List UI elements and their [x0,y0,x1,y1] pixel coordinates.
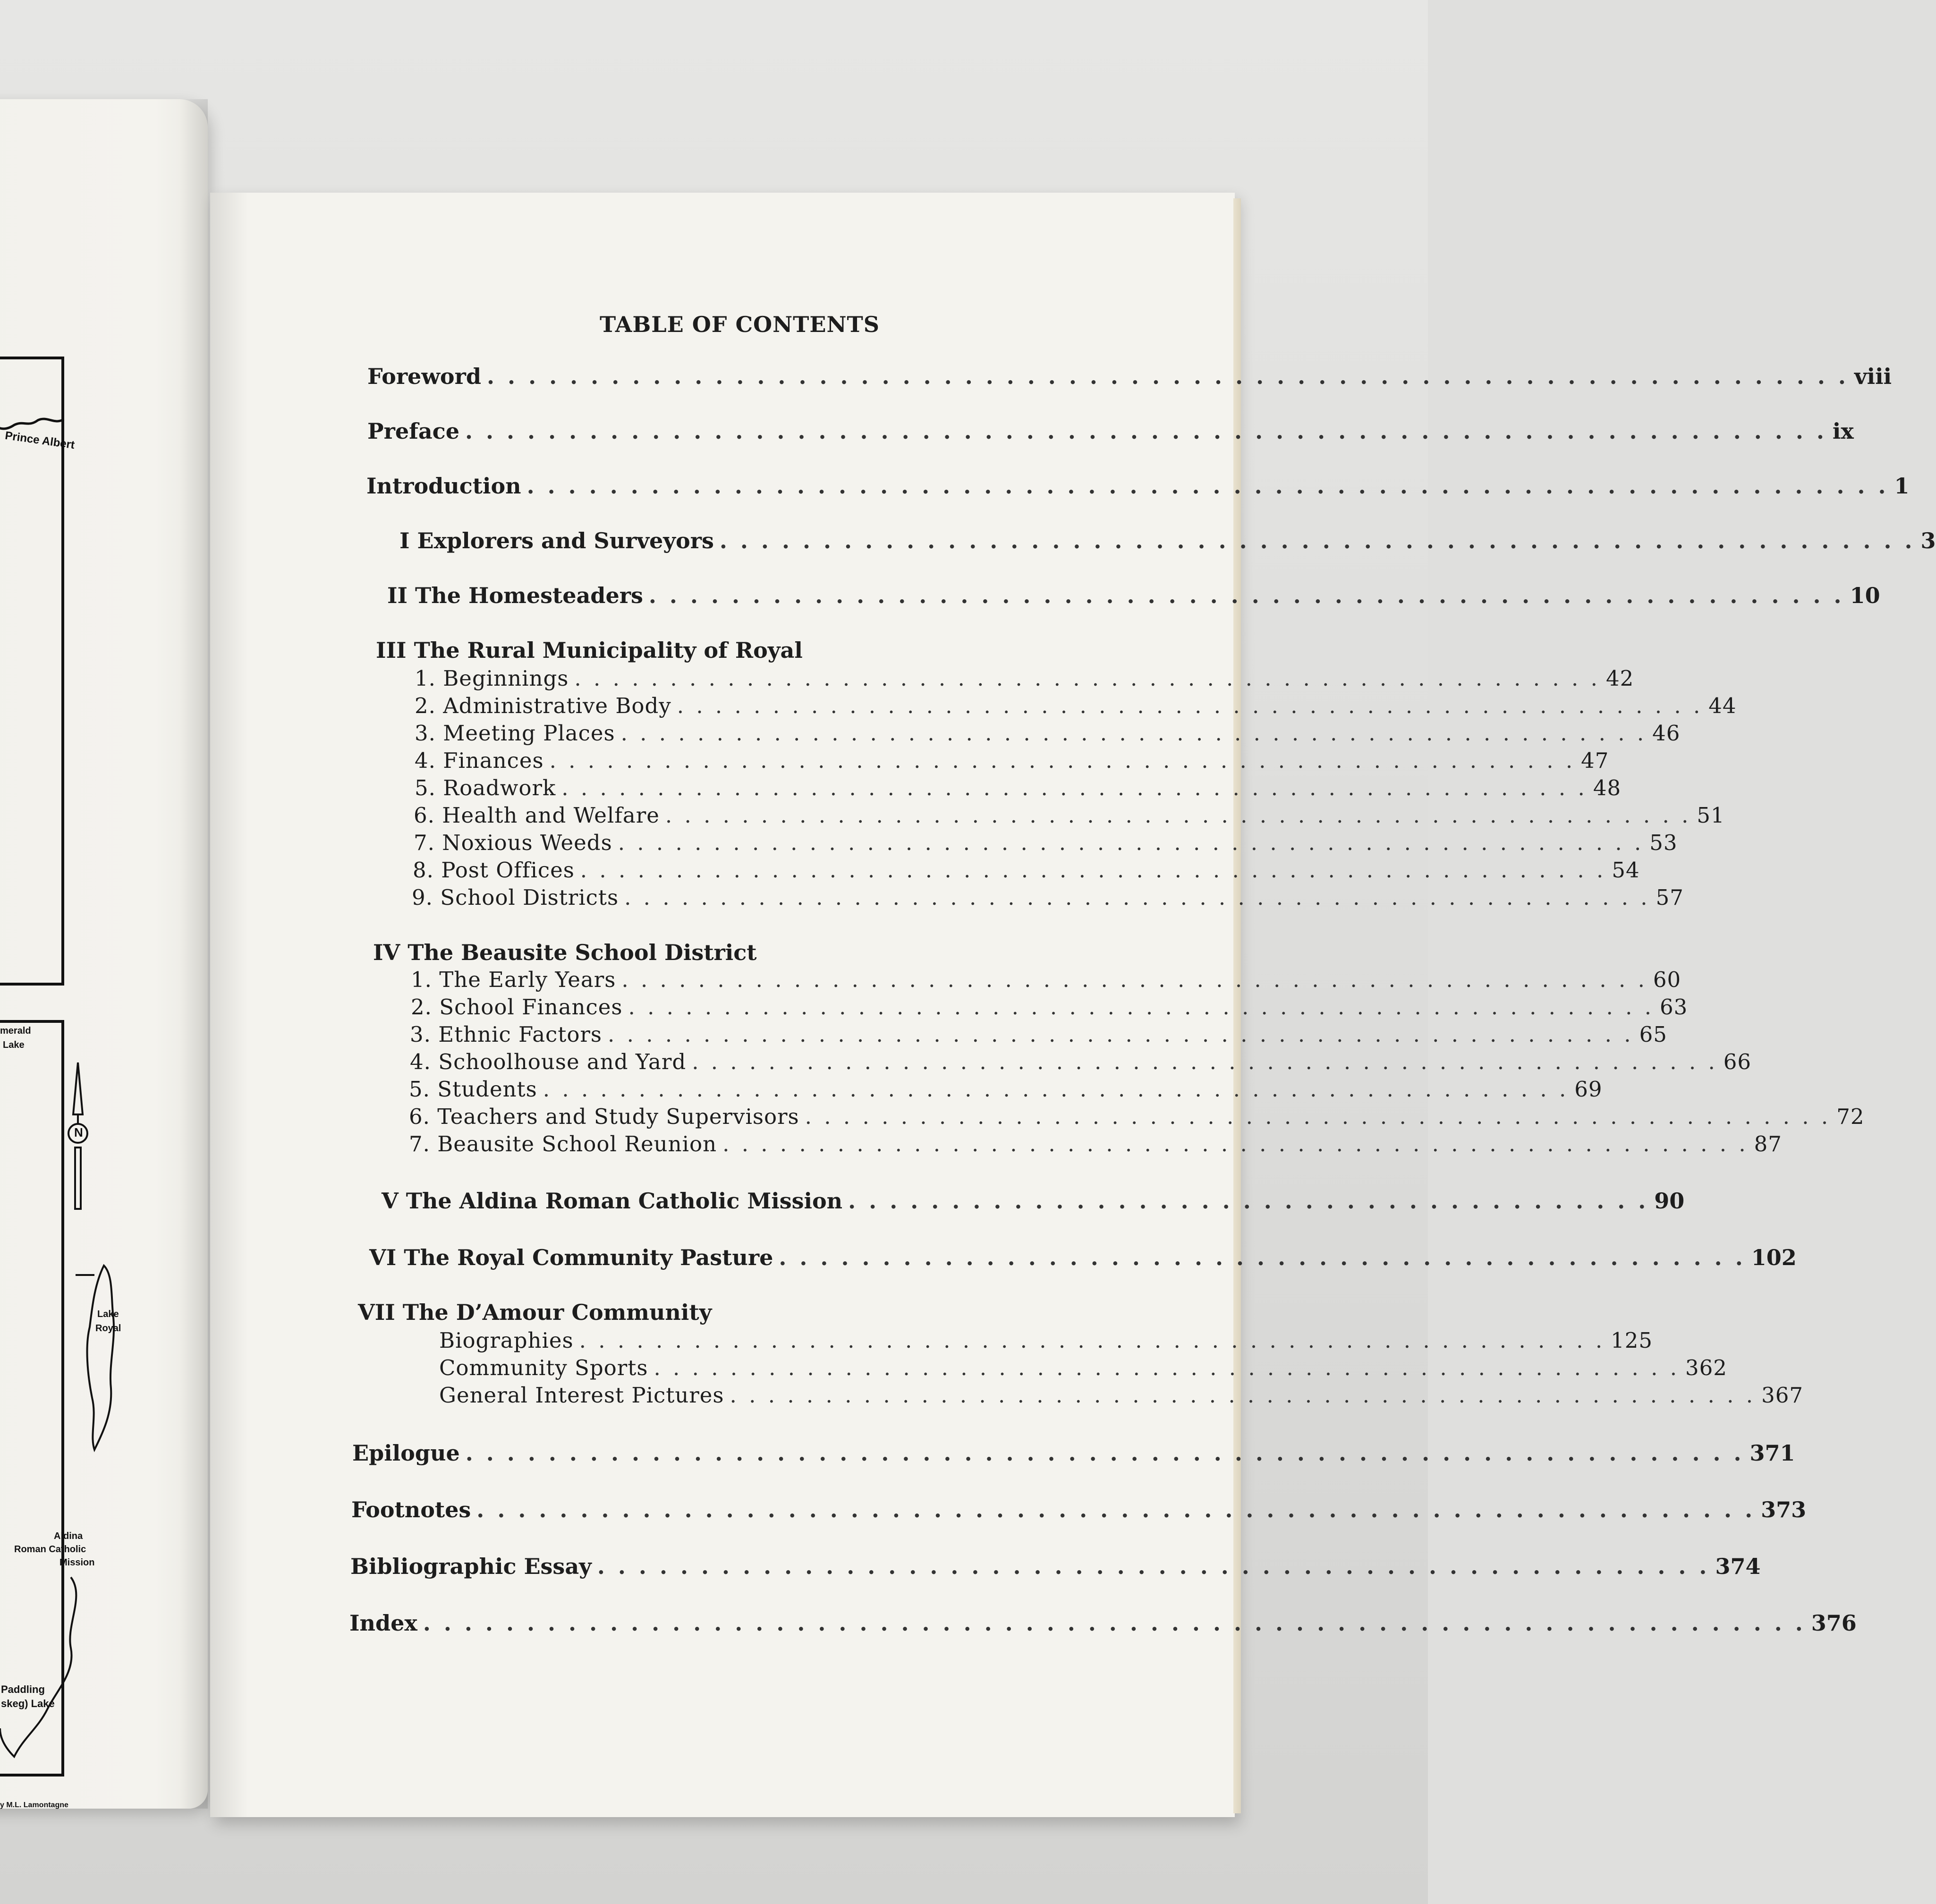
toc-entry-page: viii [1854,364,1892,389]
toc-entry-label: 5. Students [409,1077,537,1102]
toc-entry-label: Biographies [439,1328,574,1353]
toc-entry-page: 57 [1656,885,1684,910]
toc-subentry [439,1383,1803,1408]
toc-entry-page: 53 [1649,830,1678,855]
toc-entry-page: 374 [1715,1554,1761,1579]
leader-dots: . . . . . . . . . . . . . . . . . . . . . . . . . . . . . . . . . . . . . . . . . . . . . . . . . . . . . . [561,775,1588,800]
toc-chapter-5 [382,1188,1685,1214]
toc-chapter-6 [369,1245,1797,1270]
toc-entry-label: Epilogue [352,1440,460,1466]
toc-entry-page: 87 [1754,1131,1782,1156]
leader-dots: . . . . . . . . . . . . . . . . . . . . . . . . . . . . . . . . . . . . . . . . . . . . . . . . . . . . . . [608,1022,1634,1047]
toc-chapter-3-title: III The Rural Municipality of Royal [376,638,803,663]
leader-dots: . . . . . . . . . . . . . . . . . . . . . . . . . . . . . . . . . . . . . . . . . . . . . . . . . . . . . . [543,1077,1569,1102]
toc-entry-label: Preface [367,418,459,444]
toc-entry-page: 90 [1654,1188,1685,1214]
leader-dots: . . . . . . . . . . . . . . . . . . . . . . . . . . . . . . . . . . . . . . . . . . . . . . . . . . . . . . [580,858,1606,883]
toc-subentry [415,693,1737,718]
toc-entry-label: 4. Schoolhouse and Yard [410,1049,687,1074]
leader-dots: . . . . . . . . . . . . . . . . . . . . . . . . . . . . . . . . . . . . . . . . . . . . . . . . . . . . . . [574,666,1600,691]
toc-subentry [411,994,1688,1020]
toc-entry-page: 44 [1708,693,1737,718]
toc-entry-label: Bibliographic Essay [350,1554,592,1579]
page-gutter [179,99,208,1809]
toc-entry-preface [367,418,1854,444]
leader-dots: . . . . . . . . . . . . . . . . . . . . . . . . . . . . . . . . . . . . . . . . . . . . . . . . . . . . . . . . . . . . . . . . . . [465,418,1827,444]
map-label-lake: Lake [97,1309,119,1319]
toc-entry-label: 9. School Districts [412,885,619,910]
toc-entry-page: 367 [1761,1383,1803,1408]
toc-entry-label: 3. Meeting Places [415,721,615,746]
toc-entry-label: V The Aldina Roman Catholic Mission [382,1188,843,1214]
toc-entry-footnotes [351,1497,1807,1522]
toc-entry-page: 3 [1920,528,1936,553]
toc-entry-label: 1. The Early Years [411,967,616,992]
toc-entry-label: VI The Royal Community Pasture [369,1245,773,1270]
leader-dots: . . . . . . . . . . . . . . . . . . . . . . . . . . . . . . . . . . . . . . . . . . . . . . . . . . . . . . [692,1049,1718,1074]
toc-entry-page: 66 [1723,1049,1752,1074]
toc-chapter-1 [399,528,1936,553]
leader-dots: . . . . . . . . . . . . . . . . . . . . . . . . . . . . . . . . . . . . . . . . . . . . . . . . . . . . . . [549,748,1576,773]
leader-dots: . . . . . . . . . . . . . . . . . . . . . . . . . . . . . . . . . . . . . . . . . . . . . . . . . . . . . . . . . . [648,583,1844,608]
map-frame-top [0,357,64,986]
toc-subentry [415,721,1681,746]
leader-dots: . . . . . . . . . . . . . . . . . . . . . . . . . . . . . . . . . . . . . . . . . . . . . . . . . . . . . . [677,693,1703,718]
leader-dots: . . . . . . . . . . . . . . . . . . . . . . . . . . . . . . . . . . . . . . . . . . . . . . . . . . . . . . [624,885,1650,910]
toc-entry-label: Community Sports [439,1355,648,1380]
leader-dots: . . . . . . . . . . . . . . . . . . . . . . . . . . . . . . . . . . . . . . . . . . . . . . . . . . . . . . [620,721,1647,746]
toc-entry-label: 7. Beausite School Reunion [409,1131,717,1156]
toc-subentry [413,858,1640,883]
toc-entry-label: 6. Teachers and Study Supervisors [409,1104,799,1129]
toc-subentry [414,830,1678,855]
toc-entry-label: II The Homesteaders [387,583,643,608]
toc-entry-label: 5. Roadwork [415,775,556,800]
toc-subentry [415,748,1609,773]
leader-dots: . . . . . . . . . . . . . . . . . . . . . . . . . . . . . . . . . . . . . . . . . . . . . . . . . . . . . . . . . . . . . . . . . . [526,473,1889,499]
paddling-lake-shape [0,1568,90,1766]
leader-dots: . . . . . . . . . . . . . . . . . . . . . . . . . . . . . . . . . . . . . . . . . . . . . . . . . . . . . . [618,830,1644,855]
map-label-emerald: merald [0,1026,31,1036]
toc-entry-foreword [367,364,1892,389]
toc-entry-label: 8. Post Offices [413,858,575,883]
toc-chapter-7-title: VII The D’Amour Community [358,1300,712,1325]
toc-subentry [412,885,1684,910]
map-label-aldina: Aldina [54,1531,83,1541]
toc-entry-label: I Explorers and Surveyors [399,528,714,553]
toc-entry-page: 47 [1581,748,1609,773]
toc-subentry [411,967,1681,992]
toc-entry-label: 7. Noxious Weeds [414,830,612,855]
leader-dots: . . . . . . . . . . . . . . . . . . . . . . . . . . . . . . . . . . . . . . . . . . . . . . . . . . . . . . [621,967,1647,992]
leader-dots: . . . . . . . . . . . . . . . . . . . . . . . . . . . . . . . . . . . . . . . . . . . . . . . . . . . . . . [654,1355,1680,1380]
toc-entry-epilogue [352,1440,1795,1466]
page-title: TABLE OF CONTENTS [600,312,880,337]
toc-entry-page: 63 [1660,994,1688,1020]
toc-entry-page: 42 [1605,666,1634,691]
toc-entry-introduction [366,473,1910,499]
toc-entry-page: 46 [1652,721,1681,746]
leader-dots: . . . . . . . . . . . . . . . . . . . . . . . . . . . . . . . . . . . . . . . . . . . . . . . . . . . . . . . . . . . . . . . . . . [487,364,1849,389]
toc-subentry [410,1049,1752,1074]
toc-entry-label: Index [349,1610,417,1636]
leader-dots: . . . . . . . . . . . . . . . . . . . . . . . . . . . . . . . . . . . . . . . . . . . . . . . . . . . . . . [805,1104,1831,1129]
leader-dots: . . . . . . . . . . . . . . . . . . . . . . . . . . . . . . . . . . . . . . . . . . . . . . . . . . . . . . [722,1131,1749,1156]
map-label-paddling-lake: skeg) Lake [1,1698,55,1709]
toc-entry-page: ix [1832,418,1854,444]
toc-entry-page: 376 [1811,1610,1857,1636]
toc-entry-page: 10 [1850,583,1880,608]
map-label-mission: Mission [59,1557,95,1568]
map-label-north: N [74,1125,83,1139]
toc-entry-label: 4. Finances [415,748,544,773]
page-shade [210,193,248,1817]
toc-entry-page: 1 [1894,473,1910,499]
toc-entry-page: 72 [1836,1104,1865,1129]
toc-subentry [414,803,1725,828]
toc-entry-page: 48 [1593,775,1622,800]
toc-entry-page: 371 [1749,1440,1795,1466]
toc-entry-label: 3. Ethnic Factors [410,1022,603,1047]
toc-subentry [415,775,1622,800]
leader-dots: . . . . . . . . . . . . . . . . . . . . . . . . . . . . . . . . . . . . . . . . . . . . . . . . . . . . . . [730,1383,1756,1408]
toc-subentry [439,1355,1727,1380]
map-label-royal: Royal [95,1323,121,1334]
leader-dots: . . . . . . . . . . . . . . . . . . . . . . . . . . . . . . . . . . . . . . . . . . . . . . . . . . . . . . [579,1328,1605,1353]
toc-entry-label: 6. Health and Welfare [414,803,660,828]
toc-entry-page: 125 [1611,1328,1653,1353]
toc-chapter-4-title: IV The Beausite School District [373,940,757,965]
toc-entry-page: 54 [1612,858,1640,883]
toc-entry-page: 60 [1653,967,1681,992]
map-label-paddling: Paddling [1,1683,45,1695]
leader-dots: . . . . . . . . . . . . . . . . . . . . . . . . . . . . . . . . . . . . . . . . . . . . . . . . . . . . . . . . . . . . . . [465,1440,1744,1466]
toc-subentry [439,1328,1653,1353]
toc-subentry [409,1104,1865,1129]
map-label-prince-albert: Prince Albert [4,429,76,452]
leader-dots: . . . . . . . . . . . . . . . . . . . . . . . . . . . . . . . . . . . . . . . . . . . . . . . . . . . . . . [628,994,1655,1020]
toc-entry-label: Footnotes [351,1497,471,1522]
toc-chapter-2 [387,583,1880,608]
leader-dots: . . . . . . . . . . . . . . . . . . . . . . . . . . . . . . . . . . . . . . . . . . . . . . . . . . . . . . . . . . . . . . [476,1497,1756,1522]
leader-dots: . . . . . . . . . . . . . . . . . . . . . . . . . . . . . . . . . . . . . . . . . . . . . . . . . . . . . . . . . . [719,528,1915,553]
lake-royal-shape [76,1261,132,1459]
toc-entry-page: 373 [1761,1497,1807,1522]
toc-subentry [410,1022,1667,1047]
leader-dots: . . . . . . . . . . . . . . . . . . . . . . . . . . . . . . . . . . . . . . . . . . . . . . . . . . . . . . [597,1554,1710,1579]
leader-dots: . . . . . . . . . . . . . . . . . . . . . . . . . . . . . . . . . . . . . . . . . . . . . . . . . . . . . . [665,803,1691,828]
left-page-map [0,99,208,1809]
toc-entry-page: 69 [1574,1077,1603,1102]
toc-entry-page: 51 [1697,803,1725,828]
toc-entry-label: 2. School Finances [411,994,623,1020]
map-label-emerald-lake: Lake [3,1040,25,1050]
toc-entry-label: 2. Administrative Body [415,693,671,718]
toc-entry-page: 65 [1639,1022,1667,1047]
leader-dots: . . . . . . . . . . . . . . . . . . . . . . . . . . . . . . . . . . . . . . . [848,1188,1649,1214]
toc-entry-index [349,1610,1857,1636]
map-label-roman-catholic: Roman Catholic [14,1544,86,1555]
toc-entry-page: 362 [1685,1355,1727,1380]
leader-dots: . . . . . . . . . . . . . . . . . . . . . . . . . . . . . . . . . . . . . . . . . . . . . . . . . . . . . . . . . . . . . . . . . . . [423,1610,1806,1636]
toc-subentry [415,666,1634,691]
toc-subentry [409,1131,1782,1156]
map-credit: y M.L. Lamontagne [0,1801,68,1809]
toc-subentry [409,1077,1603,1102]
toc-entry-bibliographic-essay [350,1554,1761,1579]
toc-entry-page: 102 [1751,1245,1797,1270]
toc-entry-label: Introduction [366,473,521,499]
toc-entry-label: 1. Beginnings [415,666,569,691]
leader-dots: . . . . . . . . . . . . . . . . . . . . . . . . . . . . . . . . . . . . . . . . . . . . . . . [779,1245,1746,1270]
toc-entry-label: Foreword [367,364,482,389]
toc-entry-label: General Interest Pictures [439,1383,724,1408]
